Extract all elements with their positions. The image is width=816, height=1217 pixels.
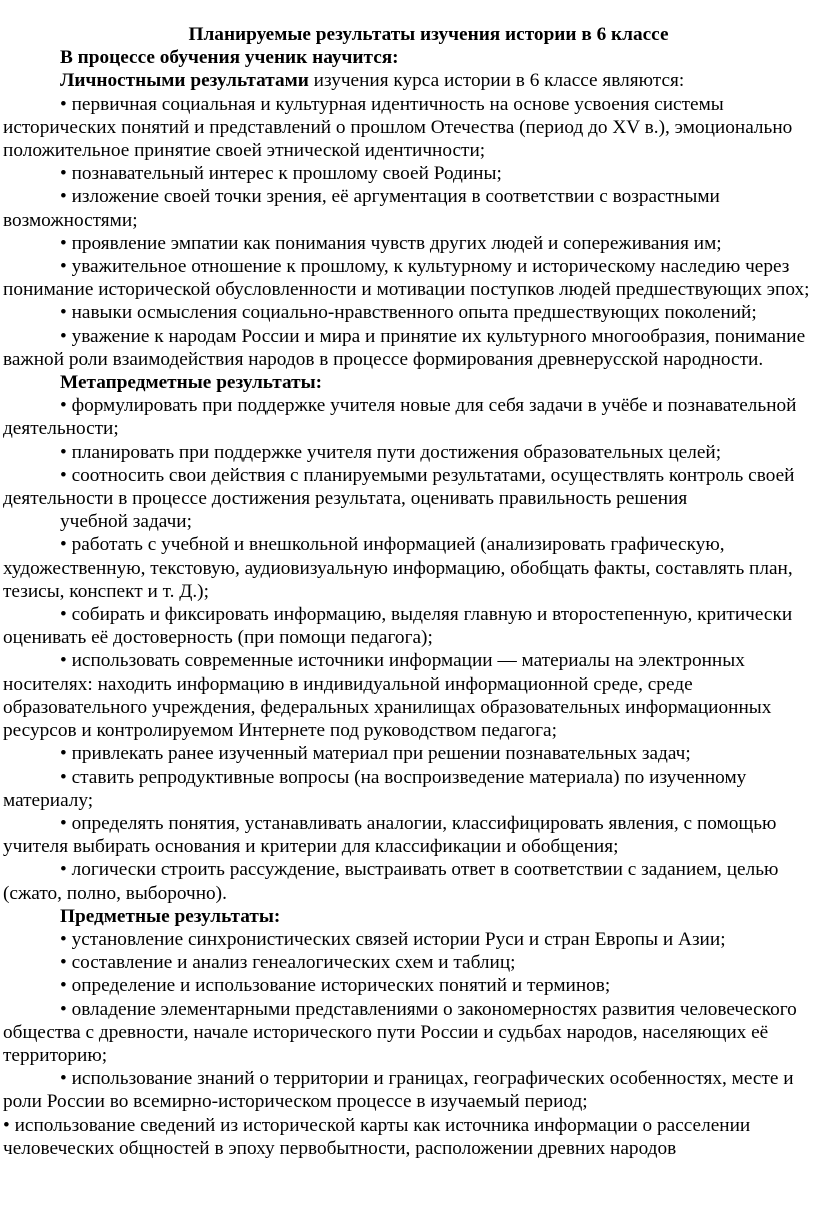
personal-item: • навыки осмысления социально-нравственного опыта предшествующих поколений; <box>60 302 757 324</box>
personal-item: • уважение к народам России и мира и принятие их культурного многообразия, понимание важной роли взаимодействия народов в процессе формирования древнерусской народности. <box>3 325 806 370</box>
personal-item: • изложение своей точки зрения, её аргументация в соответствии с возрастными возможностями; <box>3 186 720 231</box>
personal-item: • уважительное отношение к прошлому, к культурному и историческому наследию через понимание исторической обусловленности и мотивации поступков людей предшествующих эпох; <box>3 256 810 301</box>
meta-item-continuation: учебной задачи; <box>60 511 192 533</box>
intro-heading: В процессе обучения ученик научится: <box>60 47 399 69</box>
meta-item: • формулировать при поддержке учителя новые для себя задачи в учёбе и познавательной деятельности; <box>3 395 797 440</box>
subject-item: • использование знаний о территории и границах, географических особенностях, месте и роли России во всемирно-историческом процессе в изучаемый период; <box>3 1068 794 1113</box>
meta-item: • ставить репродуктивные вопросы (на воспроизведение материала) по изученному материалу; <box>3 766 747 811</box>
subject-item: • установление синхронистических связей истории Руси и стран Европы и Азии; <box>60 928 726 950</box>
personal-results-lead <box>3 69 814 92</box>
meta-item: • собирать и фиксировать информацию, выделяя главную и второстепенную, критически оценивать её достоверность (при помощи педагога); <box>3 604 793 649</box>
personal-results-lead-text: изучения курса истории в 6 классе являются: <box>308 70 685 92</box>
personal-results-label: Личностными результатами <box>60 70 309 92</box>
subject-item: • использование сведений из исторической карты как источника информации о расселении человеческих общностей в эпоху первобытности, расположении древних народов <box>3 1114 751 1159</box>
subject-item: • составление и анализ генеалогических схем и таблиц; <box>60 952 516 974</box>
meta-results-heading: Метапредметные результаты: <box>60 372 323 394</box>
subject-item: • определение и использование исторических понятий и терминов; <box>60 975 611 997</box>
meta-item: • работать с учебной и внешкольной информацией (анализировать графическую, художественную, текстовую, аудиовизуальную информацию, обобщать факты, составлять план, тезисы, конспект и т. Д.); <box>3 534 793 602</box>
personal-item: • проявление эмпатии как понимания чувств других людей и сопереживания им; <box>60 232 722 254</box>
meta-item: • логически строить рассуждение, выстраивать ответ в соответствии с заданием, целью (сжато, полно, выборочно). <box>3 859 779 904</box>
document-title: Планируемые результаты изучения истории в 6 классе <box>188 24 669 45</box>
subject-item: • овладение элементарными представлениями о закономерностях развития человеческого общества с древности, начале исторического пути России и судьбах народов, населяющих её территорию; <box>3 998 797 1066</box>
meta-item: • использовать современные источники информации — материалы на электронных носителях: находить информацию в индивидуальной информационной среде, среде образовательного учреждения, федеральных хранилищах образовательных информационных ресурсов и контролируемом Интернете под руководством педагога; <box>3 650 772 742</box>
meta-item: • привлекать ранее изученный материал при решении познавательных задач; <box>60 743 691 765</box>
meta-item: • планировать при поддержке учителя пути достижения образовательных целей; <box>60 441 722 463</box>
subject-results-heading: Предметные результаты: <box>60 905 281 927</box>
personal-item: • первичная социальная и культурная идентичность на основе усвоения системы исторических понятий и представлений о прошлом Отечества (период до XV в.), эмоционально положительное принятие своей этнической идентичности; <box>3 93 793 162</box>
personal-item: • познавательный интерес к прошлому своей Родины; <box>60 163 502 185</box>
meta-item: • соотносить свои действия с планируемыми результатами, осуществлять контроль своей деятельности в процессе достижения результата, оценивать правильность решения <box>3 464 795 510</box>
meta-item: • определять понятия, устанавливать аналогии, классифицировать явления, с помощью учителя выбирать основания и критерии для классификации и обобщения; <box>3 812 777 858</box>
